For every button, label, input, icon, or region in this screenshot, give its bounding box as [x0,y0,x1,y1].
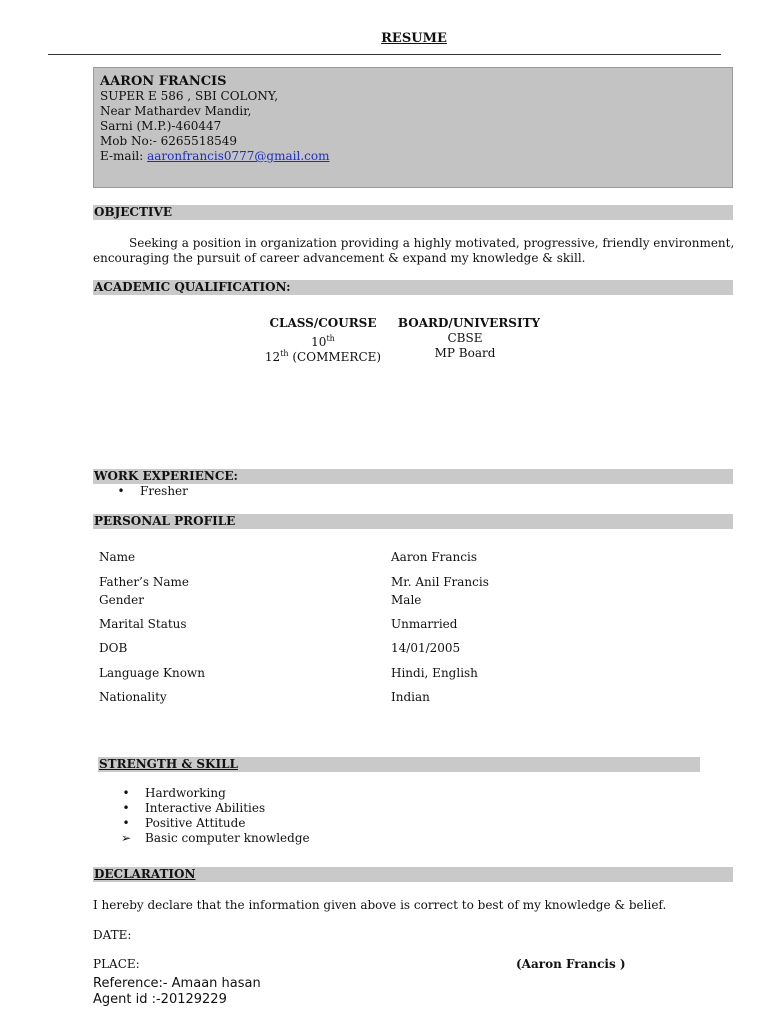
date-label: DATE: [93,928,132,942]
academic-heading: ACADEMIC QUALIFICATION: [93,280,733,295]
profile-value: Mr. Anil Francis [391,575,489,589]
profile-row [99,592,699,608]
profile-row [99,689,699,705]
email-label: E-mail: [100,149,148,163]
work-experience-list [111,484,188,499]
skill-text: Interactive Abilities [145,801,266,815]
course-value: 12 [264,350,281,364]
profile-label: Nationality [99,690,167,704]
email-line [100,149,732,164]
course-stream: (COMMERCE) [288,350,382,364]
skill-text: Hardworking [145,786,226,800]
profile-row [99,616,699,632]
objective-line-2: encouraging the pursuit of career advancement & expand my knowledge & skill. [93,251,586,265]
list-item [116,801,310,816]
course-value: 10 [311,335,327,349]
declaration-heading: DECLARATION [93,867,733,882]
skills-list [116,786,310,846]
list-item [116,816,310,831]
profile-label: DOB [99,641,128,655]
work-experience-heading: WORK EXPERIENCE: [93,469,733,484]
candidate-name: AARON FRANCIS [100,74,227,89]
profile-row [99,665,699,681]
profile-value: Indian [391,690,430,704]
bullet-icon: • [122,786,130,800]
title-rule [48,54,721,55]
email-link[interactable]: aaronfrancis0777@gmail.com [147,149,330,163]
profile-row [99,549,699,565]
skill-text: Basic computer knowledge [145,831,310,845]
class-course-header: CLASS/COURSE [269,316,377,330]
qualification-table [258,316,558,364]
bullet-icon: • [117,484,125,498]
address-line-2: Near Mathardev Mandir, [100,104,252,118]
bullet-icon: • [122,816,130,830]
profile-value: Aaron Francis [391,550,477,564]
list-item [116,831,310,846]
mobile-number: Mob No:- 6265518549 [100,134,237,148]
course-sup: th [326,334,335,343]
list-item [116,786,310,801]
board-university-header: BOARD/UNIVERSITY [397,316,541,330]
profile-value: Unmarried [391,617,458,631]
qualification-row [258,346,558,364]
bullet-icon: • [122,801,130,815]
profile-label: Father’s Name [99,575,189,589]
agent-id-line: Agent id :-20129229 [93,992,227,1007]
qualification-row [258,331,558,349]
skill-text: Positive Attitude [145,816,246,830]
qualification-header-row [258,316,558,331]
address-line-3: Sarni (M.P.)-460447 [100,119,222,133]
profile-label: Language Known [99,666,205,680]
place-label: PLACE: [93,957,140,971]
reference-line: Reference:- Amaan hasan [93,976,261,991]
objective-heading: OBJECTIVE [93,205,733,220]
signature-name: (Aaron Francis ) [516,957,626,971]
list-item [111,484,188,499]
arrow-bullet-icon: ➢ [120,831,132,845]
profile-value: Hindi, English [391,666,478,680]
profile-row [99,640,699,656]
course-sup: th [280,349,289,358]
objective-line-1: Seeking a position in organization providing a highly motivated, progressive, friendly environment, [129,236,735,250]
page-title: RESUME [381,31,447,46]
work-item-text: Fresher [140,484,188,498]
board-value: CBSE [447,331,483,345]
contact-box [93,67,733,188]
address-line-1: SUPER E 586 , SBI COLONY, [100,89,279,103]
personal-profile-heading: PERSONAL PROFILE [93,514,733,529]
profile-label: Gender [99,593,144,607]
board-value: MP Board [434,346,496,360]
strength-skill-heading: STRENGTH & SKILL [98,757,700,772]
profile-value: Male [391,593,422,607]
profile-row [99,574,699,590]
profile-value: 14/01/2005 [391,641,461,655]
profile-label: Name [99,550,136,564]
declaration-text: I hereby declare that the information given above is correct to best of my knowledge & belief. [93,898,667,912]
profile-label: Marital Status [99,617,187,631]
